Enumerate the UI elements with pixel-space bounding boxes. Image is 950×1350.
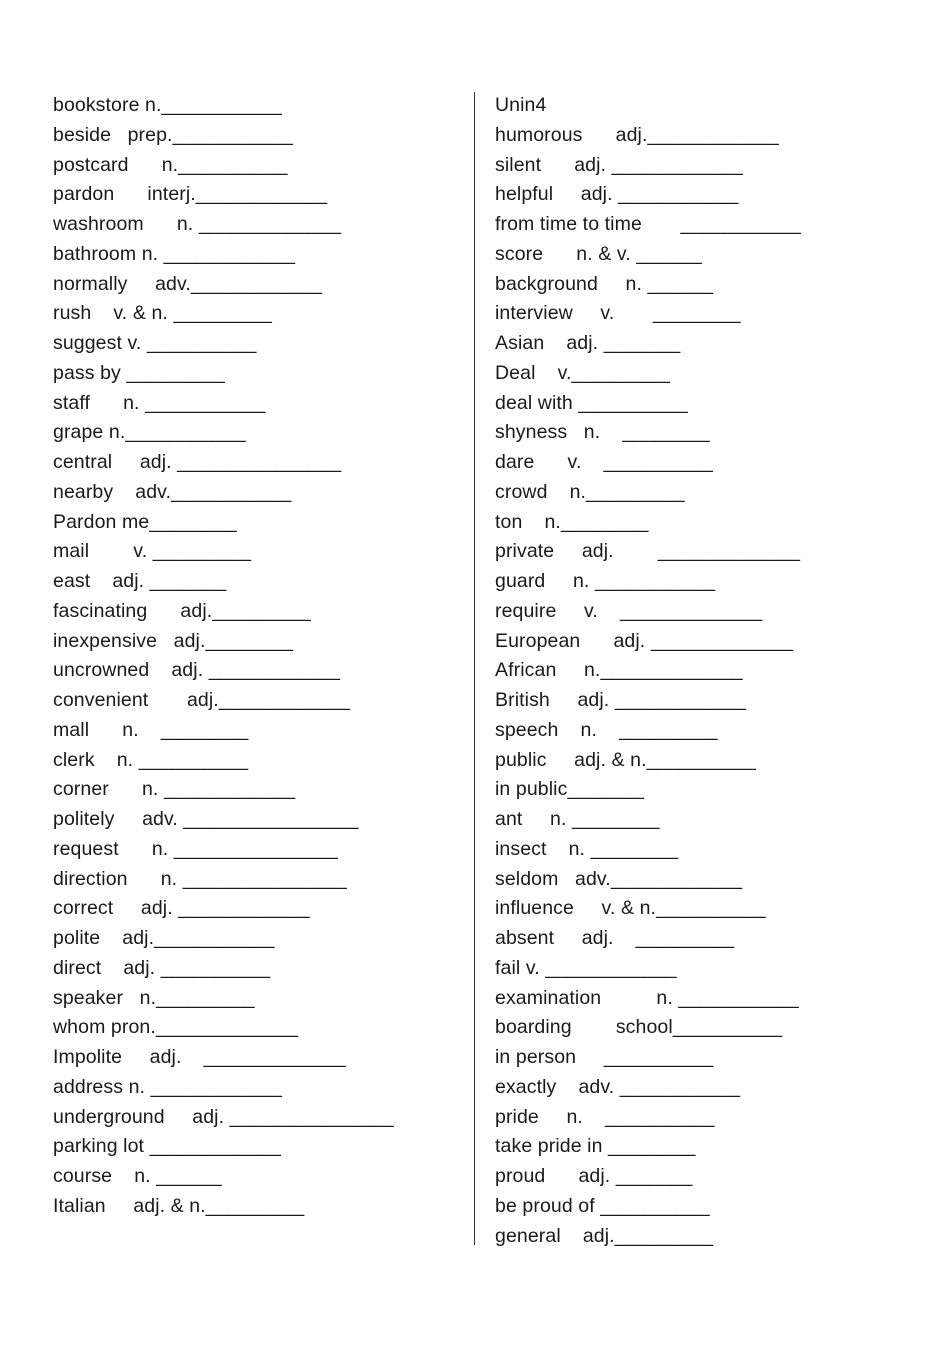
vocab-entry: insect n. ________: [495, 837, 679, 860]
vocab-entry: politely adv. ________________: [53, 808, 359, 830]
vocab-entry: course n. ______: [53, 1165, 222, 1187]
vocab-entry: parking lot ____________: [53, 1135, 281, 1158]
column-divider: [474, 92, 475, 1245]
vocab-entry: boarding school__________: [495, 1016, 783, 1039]
vocab-entry: examination n. ___________: [495, 986, 799, 1009]
vocab-entry: require v. _____________: [495, 599, 763, 622]
vocab-entry: mail v. _________: [53, 540, 252, 563]
vocab-entry: private adj. _____________: [495, 540, 801, 563]
vocab-entry: speaker n._________: [53, 986, 255, 1009]
vocab-entry: fascinating adj._________: [53, 599, 311, 622]
vocab-entry: mall n. ________: [53, 718, 249, 741]
vocab-entry: from time to time ___________: [495, 213, 801, 235]
vocab-entry: address n. ____________: [53, 1075, 282, 1098]
vocab-entry: dare v. __________: [495, 451, 713, 473]
vocab-entry: public adj. & n.__________: [495, 748, 757, 771]
vocab-entry: British adj. ____________: [495, 689, 747, 711]
vocab-entry: be proud of __________: [495, 1194, 710, 1217]
vocab-entry: deal with __________: [495, 391, 688, 414]
vocab-entry: correct adj. ____________: [53, 897, 310, 920]
vocab-entry: Impolite adj. _____________: [53, 1046, 346, 1068]
vocab-entry: nearby adv.___________: [53, 480, 292, 503]
vocab-entry: whom pron._____________: [53, 1016, 299, 1039]
vocab-entry: beside prep.___________: [53, 123, 293, 146]
vocab-entry: underground adj. _______________: [53, 1105, 394, 1128]
vocab-entry: inexpensive adj.________: [53, 629, 294, 652]
vocab-entry: Italian adj. & n._________: [53, 1194, 305, 1217]
vocab-entry: Pardon me________: [53, 510, 237, 533]
vocab-entry: east adj. _______: [53, 570, 227, 592]
vocab-entry: normally adv.____________: [53, 272, 323, 295]
vocab-entry: bathroom n. ____________: [53, 242, 296, 265]
vocab-entry: in person __________: [495, 1046, 714, 1068]
vocab-entry: speech n. _________: [495, 718, 718, 741]
vocab-entry: ton n.________: [495, 510, 649, 533]
vocab-entry: interview v. ________: [495, 302, 741, 325]
vocab-entry: uncrowned adj. ____________: [53, 659, 341, 682]
vocab-entry: helpful adj. ___________: [495, 183, 739, 206]
left-vocab-column: [53, 91, 463, 1222]
vocab-entry: exactly adv. ___________: [495, 1075, 741, 1098]
vocab-entry: in public_______: [495, 778, 645, 801]
vocab-entry: European adj. _____________: [495, 629, 794, 652]
vocab-entry: background n. ______: [495, 272, 714, 295]
vocab-entry: shyness n. ________: [495, 421, 710, 444]
vocab-entry: humorous adj.____________: [495, 123, 779, 146]
vocab-entry: washroom n. _____________: [53, 213, 342, 235]
vocab-entry: polite adj.___________: [53, 927, 275, 949]
vocab-entry: fail v. ____________: [495, 956, 677, 979]
vocab-entry: ant n. ________: [495, 808, 660, 830]
vocab-entry: direction n. _______________: [53, 867, 347, 890]
vocab-entry: score n. & v. ______: [495, 242, 703, 265]
right-vocab-column: [495, 91, 915, 1251]
vocab-entry: Unin4: [495, 94, 547, 116]
vocab-entry: pardon interj.____________: [53, 183, 328, 206]
vocab-entry: Deal v._________: [495, 361, 671, 384]
vocab-entry: bookstore n.___________: [53, 94, 282, 116]
vocab-entry: absent adj. _________: [495, 927, 735, 949]
vocab-entry: staff n. ___________: [53, 391, 266, 414]
vocab-entry: direct adj. __________: [53, 956, 271, 979]
vocab-entry: Asian adj. _______: [495, 332, 681, 354]
vocab-entry: pride n. __________: [495, 1105, 715, 1128]
vocab-entry: clerk n. __________: [53, 748, 249, 771]
vocab-entry: rush v. & n. _________: [53, 302, 272, 325]
vocab-entry: African n._____________: [495, 659, 743, 682]
vocab-entry: take pride in ________: [495, 1135, 696, 1158]
vocab-entry: corner n. ____________: [53, 778, 296, 801]
vocab-entry: silent adj. ____________: [495, 153, 743, 176]
vocab-entry: crowd n._________: [495, 480, 685, 503]
vocab-entry: grape n.___________: [53, 421, 246, 444]
vocab-entry: guard n. ___________: [495, 570, 716, 592]
vocab-entry: suggest v. __________: [53, 332, 257, 354]
vocab-entry: central adj. _______________: [53, 451, 342, 473]
vocab-entry: general adj._________: [495, 1224, 714, 1247]
vocab-entry: request n. _______________: [53, 837, 339, 860]
vocab-entry: proud adj. _______: [495, 1165, 693, 1187]
vocab-entry: convenient adj.____________: [53, 689, 351, 711]
vocab-entry: seldom adv.____________: [495, 867, 743, 890]
vocab-entry: postcard n.__________: [53, 153, 288, 176]
vocab-entry: pass by _________: [53, 361, 225, 384]
vocab-entry: influence v. & n.__________: [495, 897, 766, 920]
